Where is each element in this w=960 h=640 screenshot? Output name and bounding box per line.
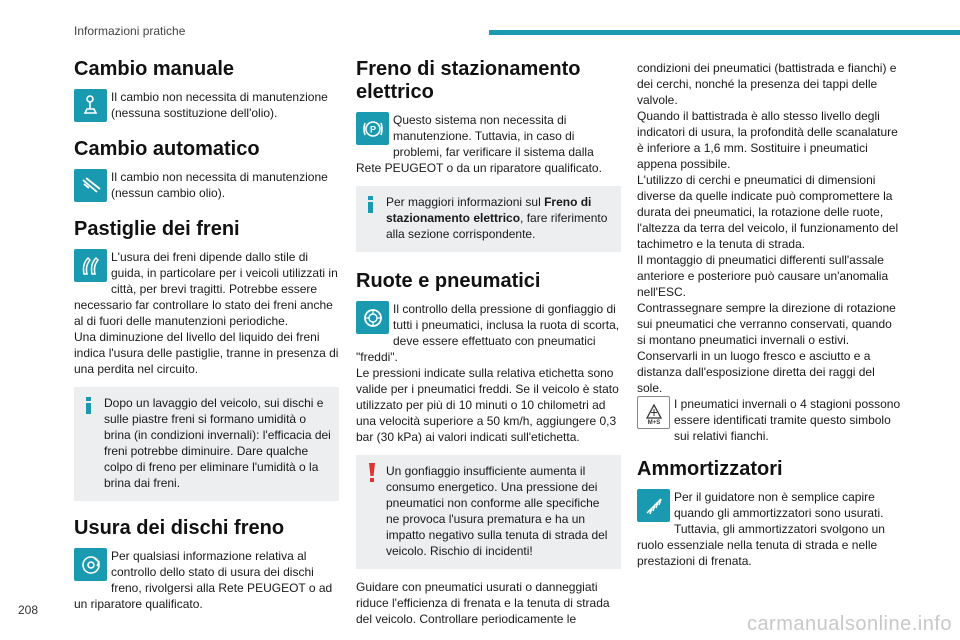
svg-text:P: P <box>369 124 376 134</box>
tyre-text-2: Quando il battistrada è allo stesso livello degli indicatori di usura, la profondità delle scanalature è inferiore a 1,6 mm. Sostituire i pneumatici appena possibile. <box>637 109 898 171</box>
column-2 <box>356 58 621 627</box>
tyre-pressure-warning-text: Un gonfiaggio insufficiente aumenta il consumo energetico. Una pressione dei pneumatici non conforme alle specifiche ne provoca l'usura prematura e ha un impatto negativo sulla tenuta di strada del veicolo. Rischio di incidenti! <box>386 464 608 558</box>
wheels-tyres-text: Il controllo della pressione di gonfiaggio di tutti i pneumatici, inclusa la ruota di scorta, deve essere effettuato con pneumatici "freddi". <box>356 302 620 364</box>
brake-pads-section <box>74 249 339 329</box>
brake-pads-heading: Pastiglie dei freni <box>74 218 240 240</box>
brake-discs-heading: Usura dei dischi freno <box>74 517 285 539</box>
winter-tyre-section <box>637 396 902 444</box>
wheels-tyres-section <box>356 301 621 365</box>
winter-tyre-text: I pneumatici invernali o 4 stagioni possono essere identificati tramite questo simbolo sui relativi fianchi. <box>674 397 901 443</box>
parking-brake-heading: Freno di stazionamento elettrico <box>356 58 581 103</box>
brake-discs-section <box>74 548 339 612</box>
column-3 <box>637 60 902 569</box>
section-title: Informazioni pratiche <box>74 24 186 38</box>
tyre-text-5: Contrassegnare sempre la direzione di rotazione sui pneumatici che verranno conservati, quando si montano pneumatici invernali o estivi. <box>637 301 896 347</box>
brake-discs-text: Per qualsiasi informazione relativa al controllo dello stato di usura dei dischi freno, rivolgersi alla Rete PEUGEOT o ad un riparatore qualificato. <box>74 549 333 611</box>
info-icon <box>368 196 373 213</box>
page-number: 208 <box>18 603 39 617</box>
winter-tyre-icon <box>637 396 670 429</box>
automatic-gearbox-text: Il cambio non necessita di manutenzione (nessun cambio olio). <box>111 170 328 200</box>
parking-brake-text: Questo sistema non necessita di manutenzione. Tuttavia, in caso di problemi, far verificare il sistema dalla Rete PEUGEOT o da un riparatore qualificato. <box>356 113 602 175</box>
shock-absorbers-section <box>637 489 902 569</box>
warning-icon <box>368 463 376 483</box>
wheels-tyres-text-2: Le pressioni indicate sulla relativa etichetta sono valide per i pneumatici freddi. Se il veicolo è stato utilizzato per più di 10 minuti o 10 chilometri ad una velocità superiore a 50 km/h, aggiungere 0,3 bar (30 kPa) ai valori indicati sull'etichetta. <box>356 366 619 444</box>
wheels-tyres-heading: Ruote e pneumatici <box>356 270 541 292</box>
shock-absorber-icon <box>637 489 670 522</box>
shock-absorbers-text: Per il guidatore non è semplice capire quando gli ammortizzatori sono usurati. Tuttavia, gli ammortizzatori svolgono un ruolo essenziale nella tenuta di strada e nelle prestazioni di frenata. <box>637 490 885 568</box>
brake-pads-text-2: Una diminuzione del livello del liquido dei freni indica l'usura delle pastiglie, tranne in presenza di una perdita nel circuito. <box>74 330 339 376</box>
tyre-text-1: condizioni dei pneumatici (battistrada e fianchi) e dei cerchi, nonché la presenza dei tappi delle valvole. <box>637 61 897 107</box>
tyre-pressure-warning <box>356 455 621 569</box>
brake-disc-icon <box>74 548 107 581</box>
brake-pads-icon <box>74 249 107 282</box>
brake-pads-text: L'usura dei freni dipende dallo stile di guida, in particolare per i veicoli utilizzati in città, per brevi tragitti. Potrebbe essere necessario far controllare lo stato dei freni anche al di fuori delle manutenzioni periodiche. <box>74 250 338 328</box>
wheels-tyres-text-3: Guidare con pneumatici usurati o danneggiati riduce l'efficienza di frenata e la tenuta di strada del veicolo. Controllare periodicamente le <box>356 580 610 626</box>
header-accent-bar <box>489 30 960 35</box>
parking-brake-section <box>356 112 621 176</box>
manual-gearbox-heading: Cambio manuale <box>74 58 235 80</box>
parking-brake-icon <box>356 112 389 145</box>
manual-gearbox-section <box>74 89 339 124</box>
automatic-gearbox-section <box>74 169 339 204</box>
automatic-gearbox-icon <box>74 169 107 202</box>
watermark: carmanualsonline.info <box>746 613 952 635</box>
automatic-gearbox-heading: Cambio automatico <box>74 138 260 160</box>
manual-gearbox-text: Il cambio non necessita di manutenzione (nessuna sostituzione dell'olio). <box>111 90 328 120</box>
tyre-icon <box>356 301 389 334</box>
info-icon <box>86 397 91 414</box>
tyre-text-6: Conservarli in un luogo fresco e asciutto e a distanza dall'esposizione diretta dei raggi del sole. <box>637 349 875 395</box>
parking-brake-info-note <box>356 186 621 252</box>
brake-pads-note-text: Dopo un lavaggio del veicolo, sui dischi e sulle piastre freni si formano umidità o brina (in condizioni invernali): l'efficacia dei freni potrebbe diminuire. Dare qualche colpo di freno per eliminare l'umidità o la brina dai freni. <box>104 396 331 490</box>
column-1 <box>74 58 339 612</box>
winter-tyre-icon-label: M+S <box>647 419 660 425</box>
gear-lever-icon <box>74 89 107 122</box>
tyre-text-4: Il montaggio di pneumatici differenti sull'assale anteriore e posteriore può causare un'anomalia nell'ESC. <box>637 253 889 299</box>
tyre-text-3: L'utilizzo di cerchi e pneumatici di dimensioni diverse da quelle indicate può compromettere la durata dei pneumatici, la rotazione delle ruote, l'altezza da terra del veicolo, il funzionamento del tachimetro e la tenuta di strada. <box>637 173 899 251</box>
shock-absorbers-heading: Ammortizzatori <box>637 458 783 480</box>
parking-brake-note-text: Per maggiori informazioni sul Freno di stazionamento elettrico, fare riferimento alla sezione corrispondente. <box>386 195 608 241</box>
brake-pads-info-note <box>74 387 339 501</box>
